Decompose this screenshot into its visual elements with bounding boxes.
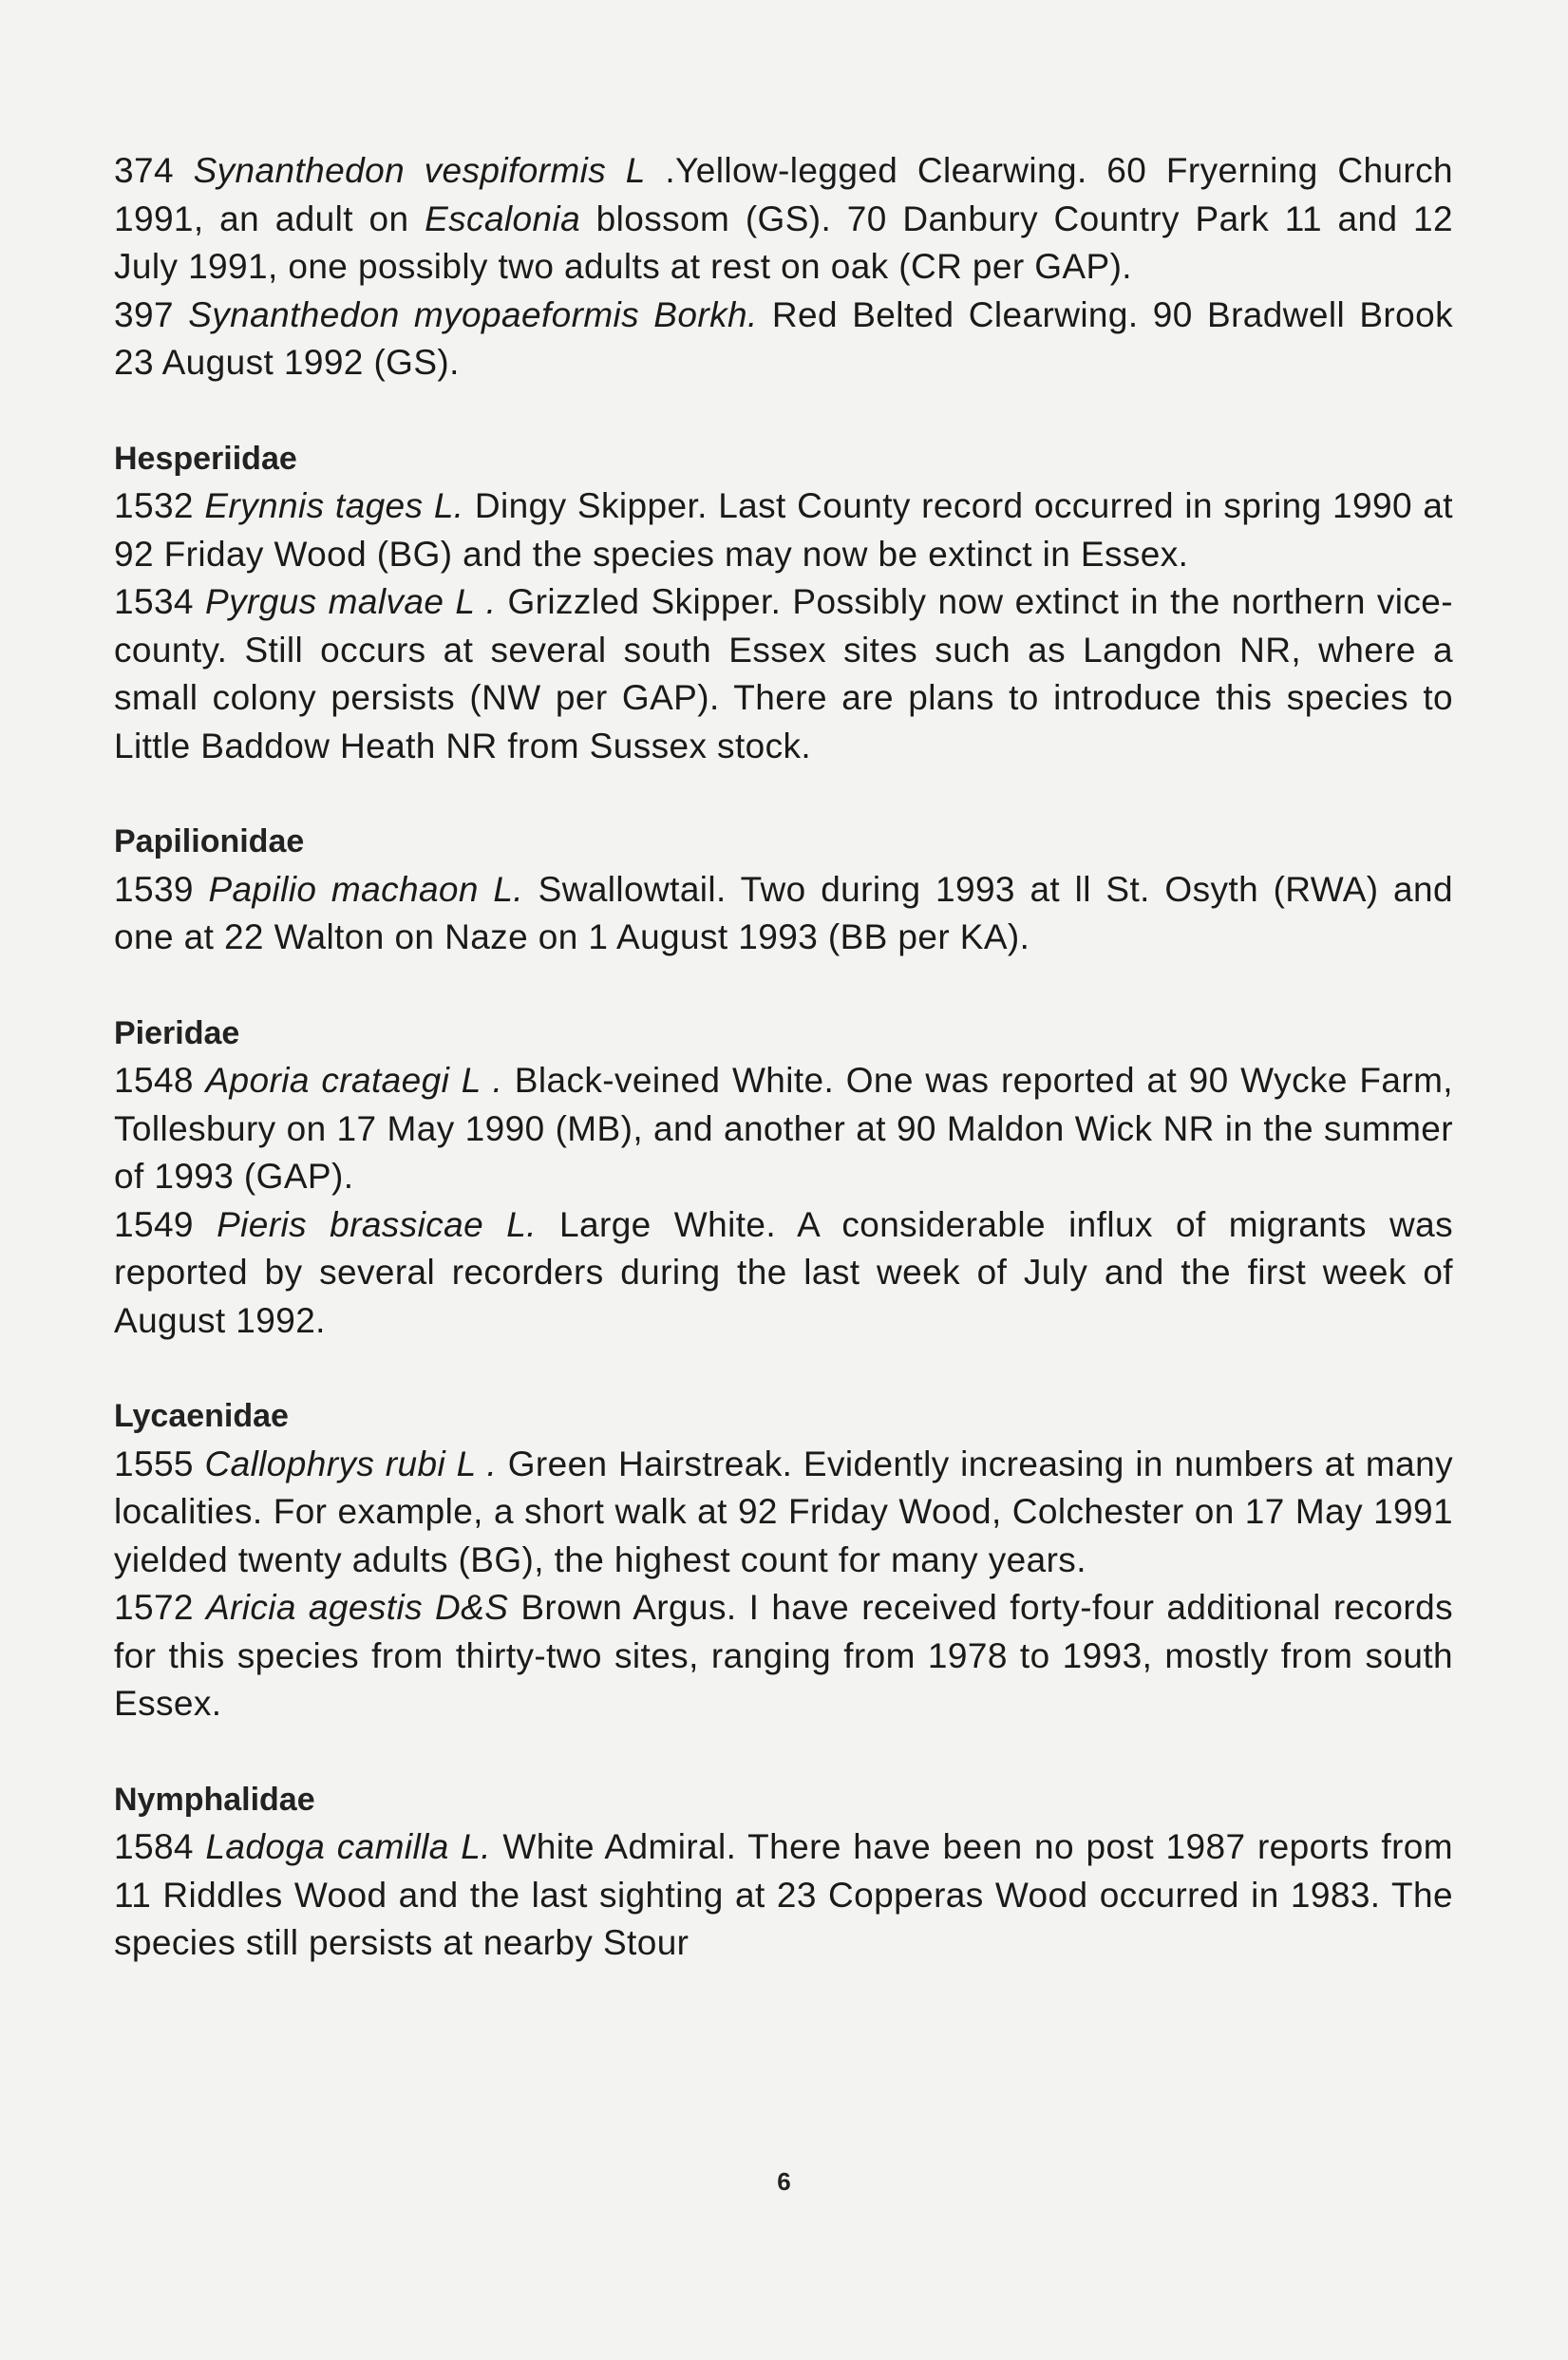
page-number: 6 bbox=[777, 2167, 791, 2196]
record-number: 1549 bbox=[114, 1204, 194, 1244]
species-name: Pyrgus malvae L . bbox=[205, 582, 497, 621]
species-entry-1549 bbox=[114, 1201, 1453, 1346]
section-heading-hesperiidae: Hesperiidae bbox=[114, 440, 297, 477]
entry-text: Red Belted Clearwing. 90 Bradwell Brook 23 August 1992 (GS). bbox=[114, 294, 1454, 382]
species-entry-1539 bbox=[114, 866, 1453, 962]
entry-text: White Admiral. There have been no post 1987 reports from 11 Riddles Wood and the last sighting at 23 Copperas Wood occurred in 1983. The species still persists at nearby Stour bbox=[114, 1827, 1453, 1962]
document-page bbox=[114, 147, 1453, 1968]
record-number: 1532 bbox=[114, 486, 194, 525]
record-number: 1572 bbox=[114, 1588, 194, 1627]
section-heading-pieridae: Pieridae bbox=[114, 1014, 240, 1051]
record-number: 1539 bbox=[114, 869, 194, 909]
entry-text: blossom (GS). 70 Danbury Country Park 11 and 12 July 1991, one possibly two adults at rest on oak (CR per GAP). bbox=[114, 198, 1454, 286]
species-entry-397 bbox=[114, 292, 1453, 387]
record-number: 1584 bbox=[114, 1827, 194, 1866]
species-name: Erynnis tages L. bbox=[204, 486, 464, 525]
species-entry-374 bbox=[114, 147, 1453, 292]
species-name: Papilio machaon L. bbox=[208, 869, 524, 909]
record-number: 374 bbox=[114, 151, 174, 190]
record-number: 1534 bbox=[114, 582, 194, 621]
species-entry-1548 bbox=[114, 1057, 1453, 1201]
species-entry-1532 bbox=[114, 482, 1453, 578]
section-heading-nymphalidae: Nymphalidae bbox=[114, 1781, 315, 1818]
species-name: Ladoga camilla L. bbox=[205, 1827, 491, 1866]
species-name: Pieris brassicae L. bbox=[217, 1204, 537, 1244]
section-heading-papilionidae: Papilionidae bbox=[114, 823, 305, 859]
entry-text: .Yellow-legged Clearwing. 60 Fryerning Church 1991, an adult on bbox=[114, 151, 1454, 238]
record-number: 1555 bbox=[114, 1444, 194, 1483]
entry-text: Grizzled Skipper. Possibly now extinct in the northern vice-county. Still occurs at several south Essex sites such as Langdon NR, where a small colony persists (NW per GAP). There are plans to introduce this species to Little Baddow Heath NR from Sussex stock. bbox=[114, 582, 1453, 765]
species-name: Aricia agestis D&S bbox=[205, 1588, 509, 1627]
record-number: 397 bbox=[114, 294, 174, 334]
species-entry-1572 bbox=[114, 1584, 1453, 1728]
entry-text: Swallowtail. Two during 1993 at ll St. Osyth (RWA) and one at 22 Walton on Naze on 1 August 1993 (BB per KA). bbox=[114, 869, 1453, 956]
species-name: Synanthedon myopaeformis Borkh. bbox=[188, 294, 758, 334]
entry-text: Dingy Skipper. Last County record occurred in spring 1990 at 92 Friday Wood (BG) and the species may now be extinct in Essex. bbox=[114, 486, 1453, 574]
species-name: Callophrys rubi L . bbox=[204, 1444, 498, 1483]
species-name: Synanthedon vespiformis L bbox=[193, 151, 646, 190]
species-entry-1534 bbox=[114, 578, 1453, 770]
entry-text: Large White. A considerable influx of migrants was reported by several recorders during the last week of July and the first week of August 1992. bbox=[114, 1204, 1453, 1340]
section-heading-lycaenidae: Lycaenidae bbox=[114, 1398, 289, 1434]
species-entry-1584 bbox=[114, 1823, 1453, 1968]
species-entry-1555 bbox=[114, 1441, 1453, 1585]
entry-text: Black-veined White. One was reported at 90 Wycke Farm, Tollesbury on 17 May 1990 (MB), and another at 90 Maldon Wick NR in the summer of 1993 (GAP). bbox=[114, 1061, 1453, 1196]
record-number: 1548 bbox=[114, 1061, 194, 1100]
plant-name: Escalonia bbox=[425, 198, 581, 238]
species-name: Aporia crataegi L . bbox=[205, 1061, 503, 1100]
entry-text: Brown Argus. I have received forty-four additional records for this species from thirty-two sites, ranging from 1978 to 1993, mostly from south Essex. bbox=[114, 1588, 1453, 1723]
entry-text: Green Hairstreak. Evidently increasing in numbers at many localities. For example, a short walk at 92 Friday Wood, Colchester on 17 May 1991 yielded twenty adults (BG), the highest count for many years. bbox=[114, 1444, 1454, 1579]
